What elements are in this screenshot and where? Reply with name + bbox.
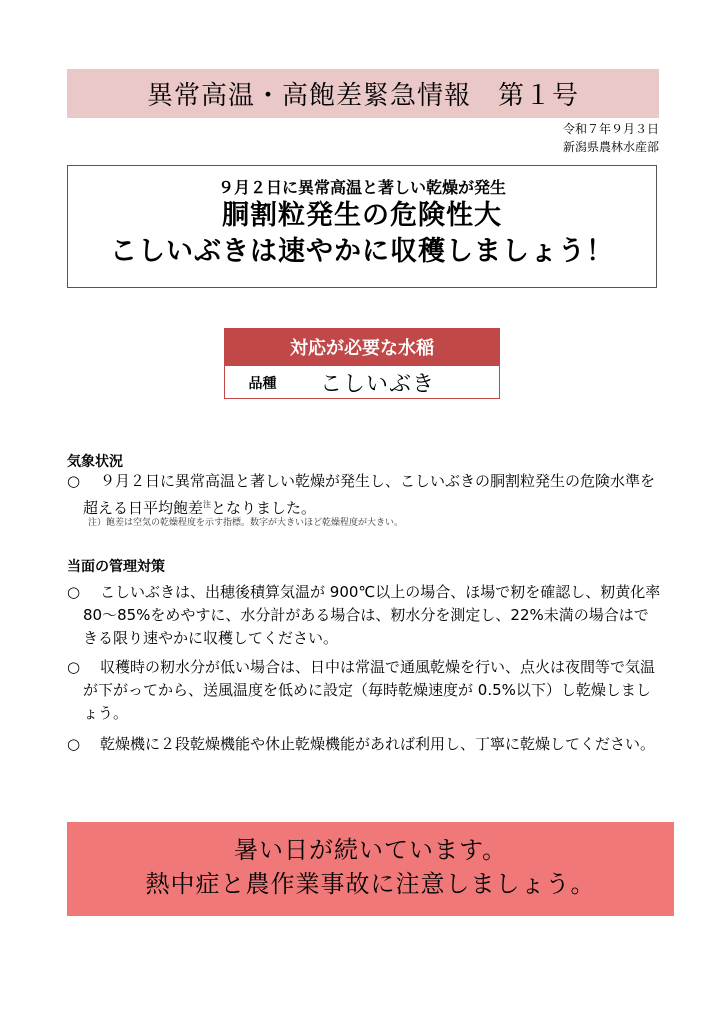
footnote-mark: 注	[203, 500, 212, 509]
target-rice-box	[224, 328, 500, 399]
warning-line2: 熱中症と農作業事故に注意しましょう。	[145, 870, 596, 898]
document-title: 異常高温・高飽差緊急情報 第１号	[146, 81, 579, 111]
bullet-icon: ○	[67, 472, 81, 490]
weather-section-title: 気象状況	[67, 454, 123, 470]
headline-line2: こしいぶきは速やかに収穫しましょう！	[110, 236, 614, 267]
footnote: 注）飽差は空気の乾燥程度を示す指標。数字が大きいほど乾燥程度が大きい。	[88, 518, 404, 528]
headline-line1: 胴割粒発生の危険性大	[222, 200, 502, 231]
document-title-banner	[67, 69, 659, 118]
bullet-icon: ○	[67, 658, 81, 676]
warning-line1: 暑い日が続いています。	[233, 836, 508, 864]
headline-box	[67, 165, 657, 288]
measure-text: 収穫時の籾水分が低い場合は、日中は常温で通風乾燥を行い、点火は夜間等で気温が下がってから、送風温度を低めに設定（毎時乾燥速度が 0.5%以下）し乾燥しましょう。	[83, 658, 656, 722]
weather-item	[67, 470, 662, 520]
variety-label: 品種	[248, 375, 277, 392]
measure-text: 乾燥機に２段乾燥機能や休止乾燥機能があれば利用し、丁寧に乾燥してください。	[100, 735, 656, 753]
measure-item	[67, 656, 662, 725]
target-rice-row	[225, 365, 499, 399]
target-rice-header: 対応が必要な水稲	[225, 329, 499, 365]
issue-date: 令和７年９月３日	[562, 122, 659, 136]
variety-value: こしいぶき	[320, 372, 436, 397]
issue-meta	[563, 120, 659, 156]
bullet-icon: ○	[67, 583, 81, 601]
safety-warning-box	[67, 822, 674, 916]
measure-item	[67, 733, 662, 756]
headline-subtitle: ９月２日に異常高温と著しい乾燥が発生	[217, 178, 506, 197]
weather-text-tail: となりました。	[211, 499, 317, 517]
weather-text: ９月２日に異常高温と著しい乾燥が発生し、こしいぶきの胴割粒発生の危険水準を超える日平均飽差	[83, 472, 656, 517]
measures-section-title: 当面の管理対策	[67, 559, 165, 575]
measure-text: こしいぶきは、出穂後積算気温が 900℃以上の場合、ほ場で籾を確認し、籾黄化率 80～85%をめやすに、水分計がある場合は、籾水分を測定し、22%未満の場合はできる限り速やかに収穫してください。	[83, 583, 661, 647]
issuer: 新潟県農林水産部	[562, 140, 659, 154]
bullet-icon: ○	[67, 735, 81, 753]
measure-item	[67, 581, 662, 650]
